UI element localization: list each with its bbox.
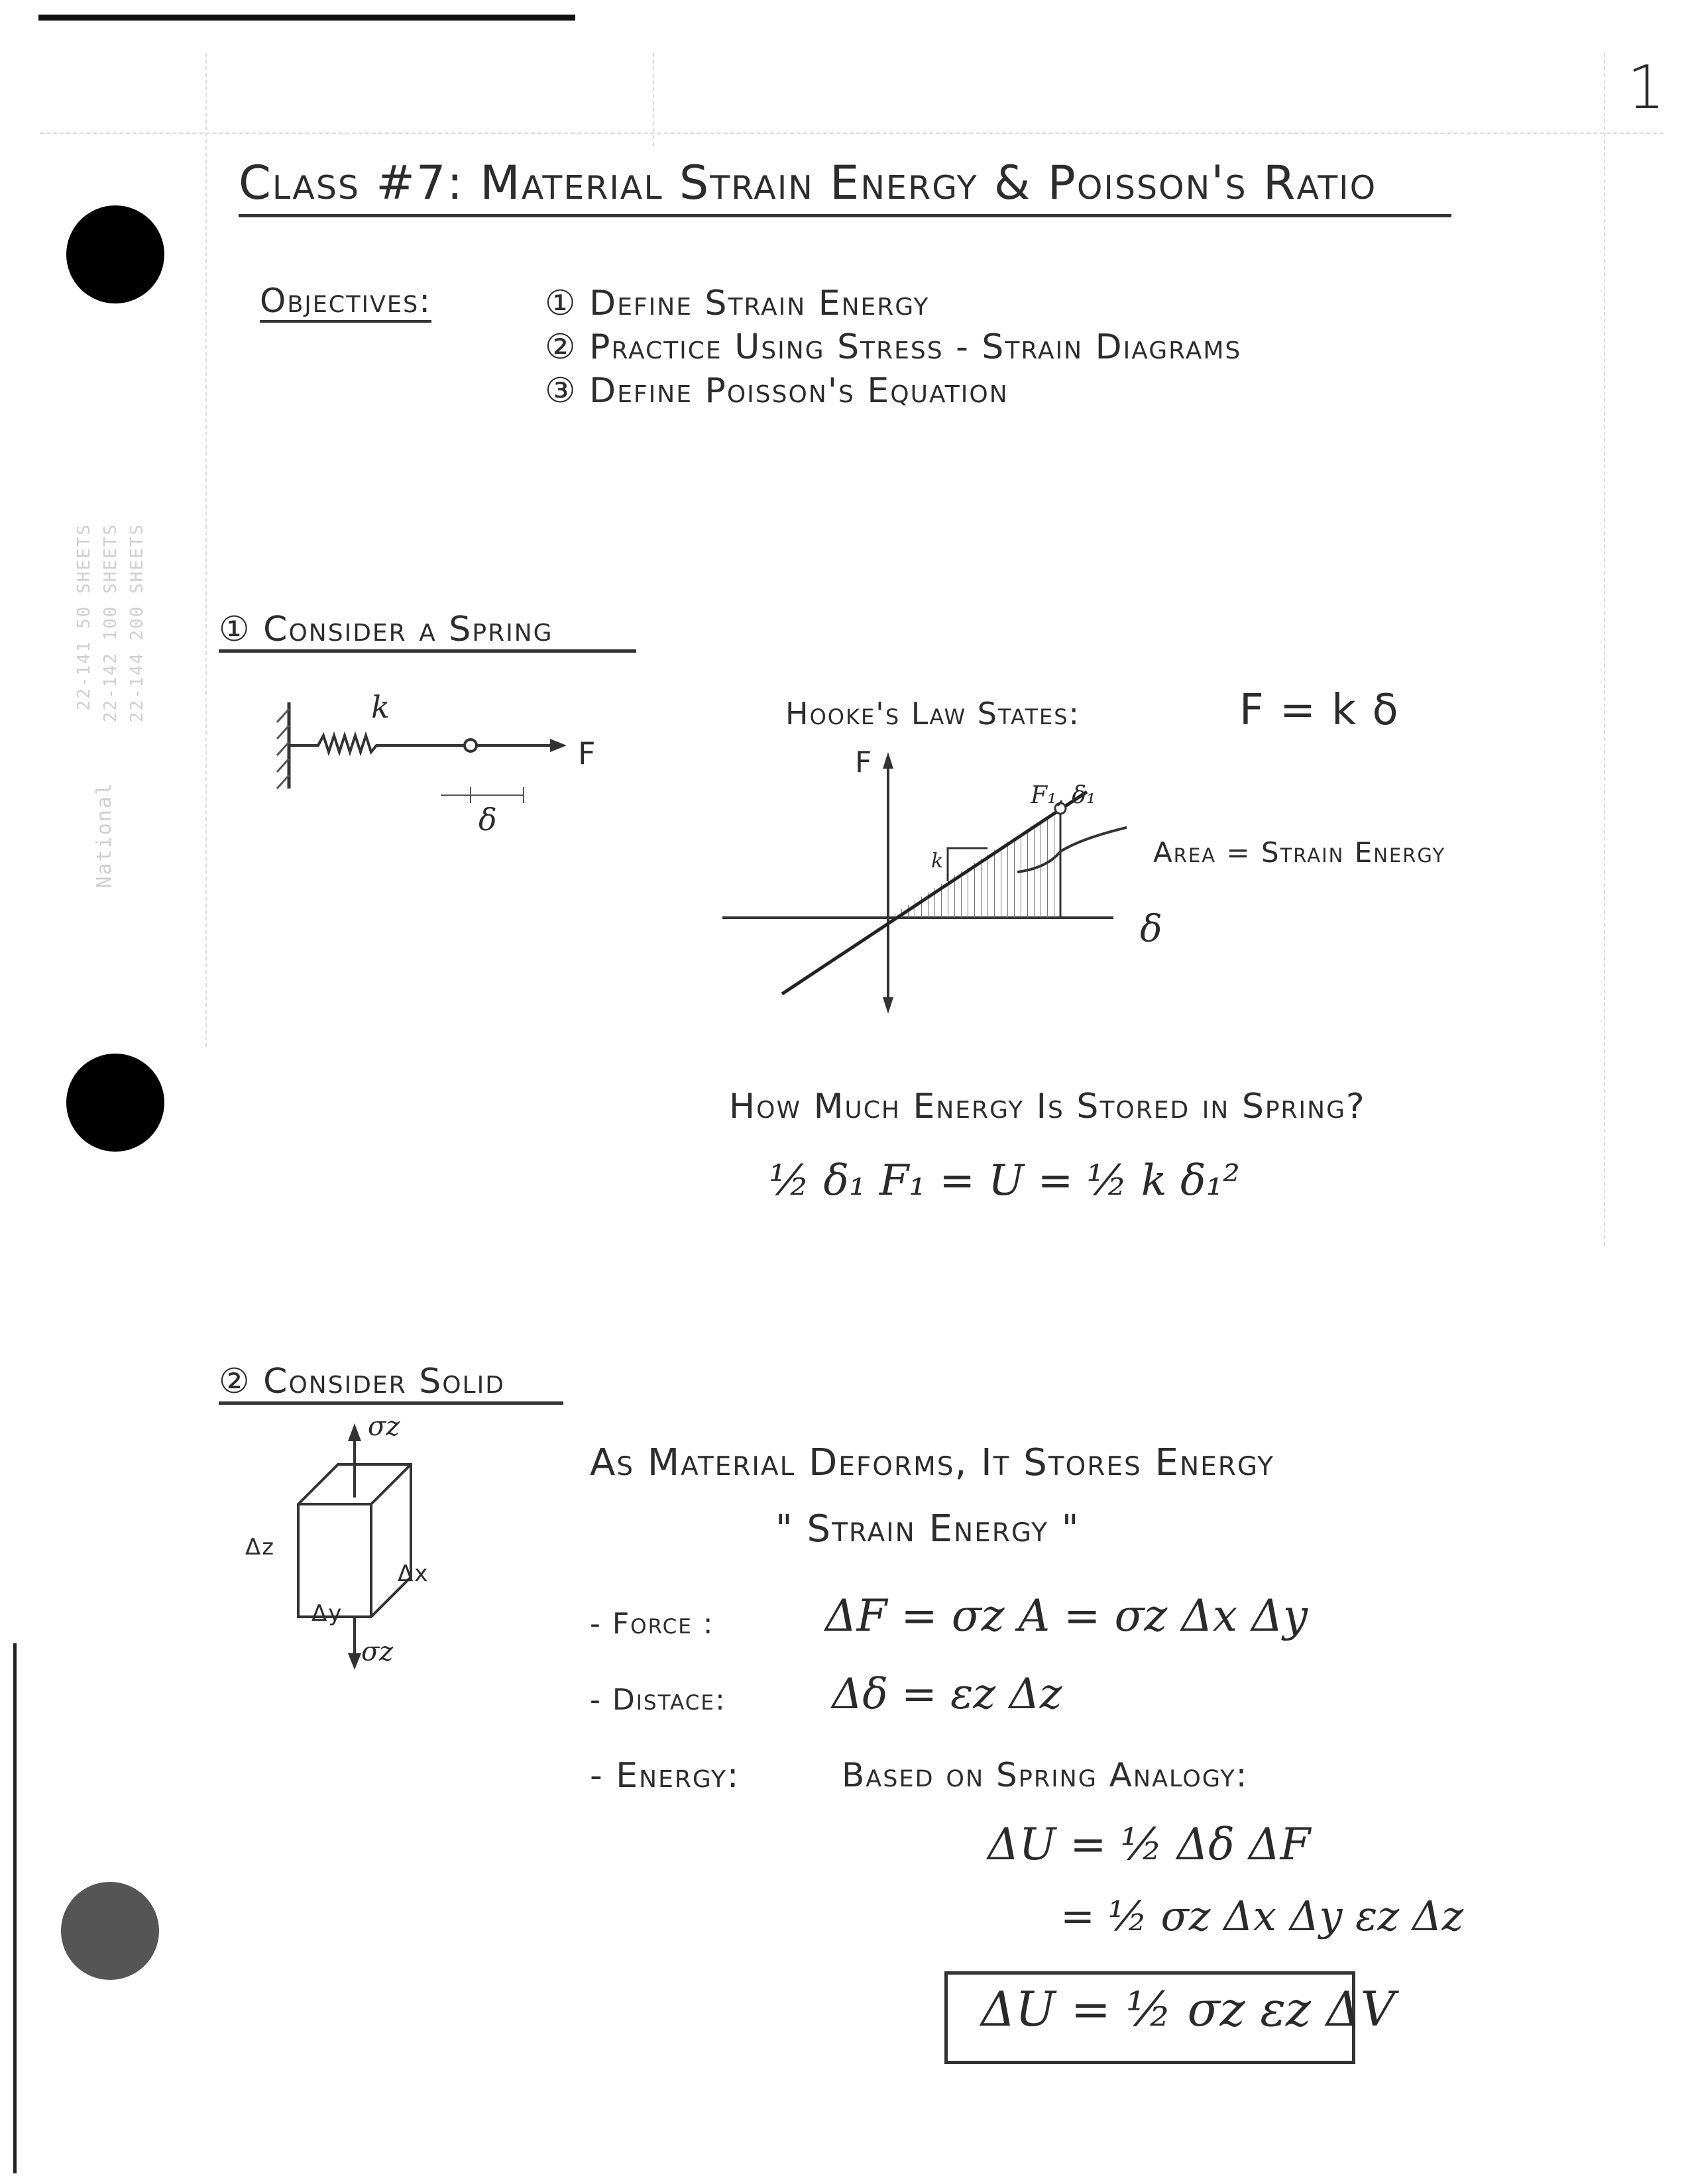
hookes-law-equation: F = k δ: [1239, 686, 1400, 735]
distance-equation: Δδ = εz Δz: [832, 1670, 1062, 1719]
solid-element-diagram: [278, 1418, 451, 1670]
cube-sigma-top: σz: [368, 1411, 400, 1442]
force-label: - Force :: [590, 1607, 714, 1641]
strain-energy-statement: As Material Deforms, It Stores Energy: [590, 1441, 1275, 1484]
objective-item-2: ② Practice Using Stress - Strain Diagrams: [545, 327, 1242, 367]
spring-delta-label: δ: [479, 802, 497, 838]
margin-print-2: 22-142 100 SHEETS: [101, 523, 121, 723]
hookes-law-label: Hooke's Law States:: [785, 696, 1081, 732]
energy-label: - Energy:: [590, 1756, 740, 1796]
ruling-mark: [653, 53, 654, 146]
page-number: 1: [1627, 53, 1667, 123]
objective-item-1: ① Define Strain Energy: [545, 284, 930, 323]
binder-hole-top: [66, 205, 164, 303]
graph-area-annotation: Area = Strain Energy: [1153, 836, 1446, 869]
distance-label: - Distace:: [590, 1683, 726, 1717]
cube-dz-label: Δz: [245, 1534, 276, 1560]
left-edge-line: [13, 1643, 17, 2173]
graph-point-label: F₁, δ₁: [1031, 782, 1096, 809]
energy-equation-1: ΔU = ½ Δδ ΔF: [987, 1819, 1311, 1870]
energy-equation-2: = ½ σz Δx Δy εz Δz: [1060, 1892, 1464, 1940]
right-margin-rule: [1604, 53, 1605, 1246]
cube-sigma-bottom: σz: [361, 1637, 394, 1667]
spring-k-label: k: [371, 689, 390, 725]
top-edge-rule: [38, 15, 575, 21]
margin-rule: [205, 53, 207, 1047]
margin-print-1: 22-141 50 SHEETS: [74, 523, 94, 711]
graph-y-axis-label: F: [855, 745, 873, 779]
objective-item-3: ③ Define Poisson's Equation: [545, 371, 1009, 411]
spring-force-label: F: [578, 736, 597, 771]
graph-slope-label: k: [931, 849, 944, 873]
force-equation: ΔF = σz A = σz Δx Δy: [825, 1590, 1308, 1641]
section-1-heading: ① Consider a Spring: [219, 610, 636, 653]
binder-hole-bottom: [61, 1882, 159, 1980]
margin-print-3: 22-144 200 SHEETS: [127, 523, 147, 723]
energy-question: How Much Energy Is Stored in Spring?: [729, 1087, 1366, 1126]
energy-analogy-text: Based on Spring Analogy:: [842, 1756, 1249, 1794]
objectives-label: Objectives:: [260, 282, 431, 323]
ruling-line: [40, 133, 1663, 134]
energy-answer: ½ δ₁ F₁ = U = ½ k δ₁²: [769, 1156, 1240, 1205]
section-2-heading: ② Consider Solid: [219, 1362, 563, 1405]
cube-dy-label: Δy: [311, 1600, 343, 1627]
binder-hole-middle: [66, 1054, 164, 1152]
objectives-list: [545, 282, 1241, 413]
cube-dx-label: Δx: [398, 1560, 429, 1587]
strain-energy-term: " Strain Energy ": [775, 1507, 1080, 1551]
margin-brand: National: [93, 782, 116, 889]
page-title: Class #7: Material Strain Energy & Poisson's Ratio: [239, 156, 1451, 217]
graph-x-axis-label: δ: [1140, 908, 1162, 951]
boxed-equation: ΔU = ½ σz εz ΔV: [981, 1981, 1395, 2037]
spring-diagram: [272, 689, 616, 848]
